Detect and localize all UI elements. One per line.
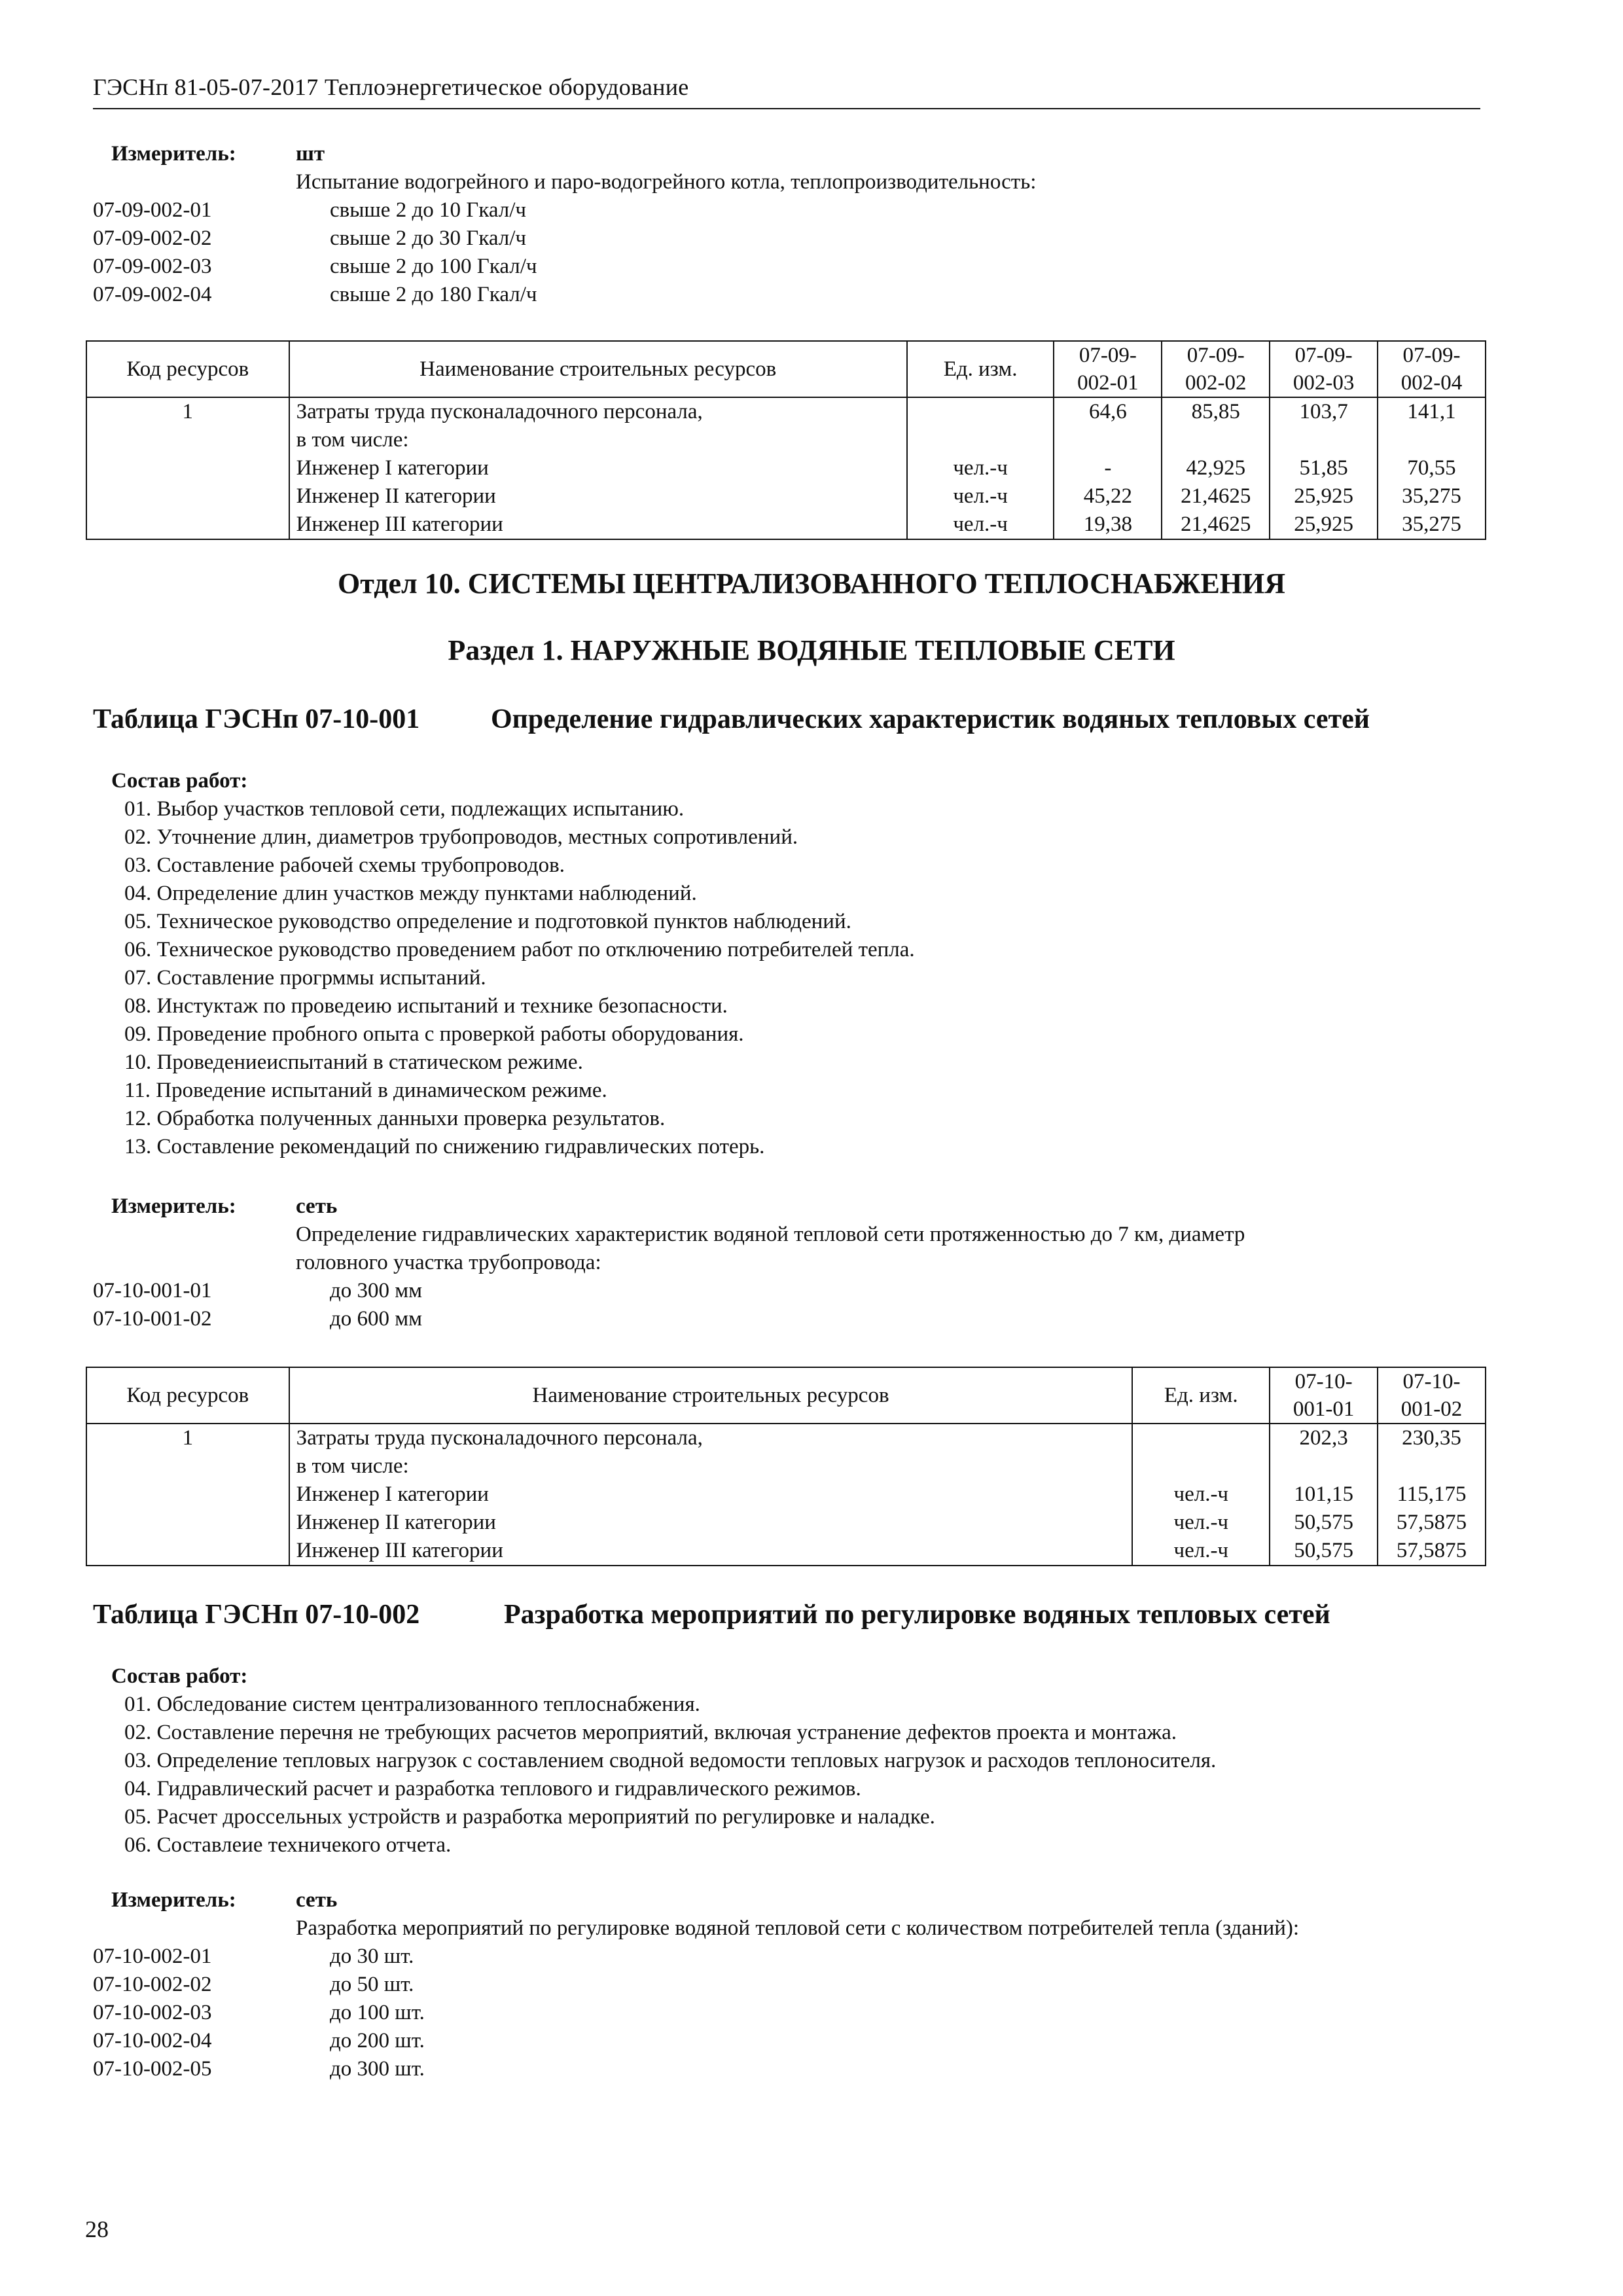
header-col: 07-09- 002-03 xyxy=(1270,341,1378,397)
header-col: 07-09- 002-02 xyxy=(1162,341,1270,397)
code-text: свыше 2 до 100 Гкал/ч xyxy=(330,255,537,278)
work-item: 05. Расчет дроссельных устройств и разработка мероприятий по регулировке и наладке. xyxy=(124,1805,935,1829)
table-title: Разработка мероприятий по регулировке водяных тепловых сетей xyxy=(504,1600,1330,1630)
code-list xyxy=(93,1943,211,2083)
work-item: 06. Составлеие техничекого отчета. xyxy=(124,1833,452,1857)
norm-description: Определение гидравлических характеристик водяной тепловой сети протяженностью до 7 км, диаметр xyxy=(296,1223,1245,1246)
header-col: 07-09- 002-01 xyxy=(1054,341,1162,397)
resource-units: чел.-ч чел.-ч чел.-ч xyxy=(1132,1424,1270,1566)
code-text: свыше 2 до 30 Гкал/ч xyxy=(330,226,527,250)
code-item: 07-10-002-02 xyxy=(93,1973,212,1996)
section-title: Раздел 1. НАРУЖНЫЕ ВОДЯНЫЕ ТЕПЛОВЫЕ СЕТИ xyxy=(448,634,1175,666)
code-text: до 50 шт. xyxy=(330,1973,414,1996)
resource-names: Затраты труда пусконаладочного персонала, в том числе: Инженер I категории Инженер II категории Инженер III категории xyxy=(289,397,907,539)
work-item: 10. Проведениеиспытаний в статическом режиме. xyxy=(124,1050,583,1074)
header-col: 07-10- 001-02 xyxy=(1378,1367,1486,1424)
code-text: до 30 шт. xyxy=(330,1945,414,1968)
work-item: 02. Составление перечня не требующих расчетов мероприятий, включая устранение дефектов проекта и монтажа. xyxy=(124,1721,1177,1744)
work-item: 04. Определение длин участков между пунктами наблюдений. xyxy=(124,882,697,905)
resource-units: чел.-ч чел.-ч чел.-ч xyxy=(907,397,1054,539)
code-item: 07-09-002-01 xyxy=(93,198,212,222)
work-item: 03. Определение тепловых нагрузок с составлением сводной ведомости тепловых нагрузок и расходов теплоносителя. xyxy=(124,1749,1217,1772)
work-item: 04. Гидравлический расчет и разработка теплового и гидравлического режимов. xyxy=(124,1777,861,1801)
code-text: до 100 шт. xyxy=(330,2001,425,2024)
work-item: 11. Проведение испытаний в динамическом режиме. xyxy=(124,1079,607,1102)
header-unit: Ед. изм. xyxy=(1132,1367,1270,1424)
work-item: 03. Составление рабочей схемы трубопроводов. xyxy=(124,853,565,877)
work-item: 12. Обработка полученных данныхи проверка результатов. xyxy=(124,1107,666,1130)
values-col-2: 85,85 42,925 21,4625 21,4625 xyxy=(1162,397,1270,539)
code-text: до 200 шт. xyxy=(330,2029,425,2053)
header-name: Наименование строительных ресурсов xyxy=(289,1367,1133,1424)
header-col: 07-09- 002-04 xyxy=(1378,341,1486,397)
running-header: ГЭСНп 81-05-07-2017 Теплоэнергетическое оборудование xyxy=(93,74,689,100)
header-name: Наименование строительных ресурсов xyxy=(289,341,907,397)
header-code: Код ресурсов xyxy=(86,341,289,397)
code-text-list xyxy=(330,1277,422,1333)
code-item: 07-10-002-03 xyxy=(93,2001,212,2024)
work-item: 02. Уточнение длин, диаметров трубопроводов, местных сопротивлений. xyxy=(124,825,798,849)
code-text: свыше 2 до 180 Гкал/ч xyxy=(330,283,537,306)
values-col-1: 202,3 101,15 50,575 50,575 xyxy=(1270,1424,1378,1566)
work-item: 13. Составление рекомендаций по снижению гидравлических потерь. xyxy=(124,1135,765,1158)
department-title: Отдел 10. СИСТЕМЫ ЦЕНТРАЛИЗОВАННОГО ТЕПЛОСНАБЖЕНИЯ xyxy=(337,567,1286,600)
works-label: Состав работ: xyxy=(111,769,248,793)
code-item: 07-10-002-04 xyxy=(93,2029,212,2053)
work-item: 01. Выбор участков тепловой сети, подлежащих испытанию. xyxy=(124,797,685,821)
work-item: 07. Составление прогрммы испытаний. xyxy=(124,966,486,990)
work-item: 09. Проведение пробного опыта с проверкой работы оборудования. xyxy=(124,1022,744,1046)
code-text-list xyxy=(330,196,537,309)
meter-unit: сеть xyxy=(296,1888,338,1912)
header-code: Код ресурсов xyxy=(86,1367,289,1424)
values-col-2: 230,35 115,175 57,5875 57,5875 xyxy=(1378,1424,1486,1566)
code-text: до 600 мм xyxy=(330,1307,423,1331)
code-item: 07-09-002-03 xyxy=(93,255,212,278)
table-number: Таблица ГЭСНп 07-10-001 xyxy=(93,704,420,734)
header-unit: Ед. изм. xyxy=(907,341,1054,397)
work-item: 05. Техническое руководство определение и подготовкой пунктов наблюдений. xyxy=(124,910,851,933)
resource-names: Затраты труда пусконаладочного персонала, в том числе: Инженер I категории Инженер II категории Инженер III категории xyxy=(289,1424,1133,1566)
meter-label: Измеритель: xyxy=(111,1888,236,1912)
works-label: Состав работ: xyxy=(111,1664,248,1688)
code-list xyxy=(93,1277,211,1333)
code-item: 07-10-002-01 xyxy=(93,1945,212,1968)
code-text: свыше 2 до 10 Гкал/ч xyxy=(330,198,527,222)
work-item: 08. Инстуктаж по проведеию испытаний и технике безопасности. xyxy=(124,994,728,1018)
norm-description: Разработка мероприятий по регулировке водяной тепловой сети с количеством потребителей тепла (зданий): xyxy=(296,1916,1300,1940)
code-text: до 300 шт. xyxy=(330,2057,425,2081)
norm-description: Испытание водогрейного и паро-водогрейного котла, теплопроизводительность: xyxy=(296,170,1037,194)
works-list xyxy=(124,795,915,1161)
code-item: 07-10-002-05 xyxy=(93,2057,212,2081)
code-text: до 300 мм xyxy=(330,1279,423,1302)
code-list xyxy=(93,196,211,309)
resource-code: 1 xyxy=(86,397,289,539)
work-item: 06. Техническое руководство проведением работ по отключению потребителей тепла. xyxy=(124,938,915,961)
code-item: 07-09-002-02 xyxy=(93,226,212,250)
code-text-list xyxy=(330,1943,425,2083)
meter-label: Измеритель: xyxy=(111,142,236,166)
table-number: Таблица ГЭСНп 07-10-002 xyxy=(93,1600,420,1630)
meter-unit: сеть xyxy=(296,1194,338,1218)
table-title: Определение гидравлических характеристик водяных тепловых сетей xyxy=(491,704,1370,734)
values-col-1: 64,6 - 45,22 19,38 xyxy=(1054,397,1162,539)
meter-unit: шт xyxy=(296,142,325,166)
code-item: 07-10-001-02 xyxy=(93,1307,212,1331)
meter-label: Измеритель: xyxy=(111,1194,236,1218)
values-col-4: 141,1 70,55 35,275 35,275 xyxy=(1378,397,1486,539)
resource-code: 1 xyxy=(86,1424,289,1566)
resources-table-07-10-001 xyxy=(86,1367,1486,1566)
header-col: 07-10- 001-01 xyxy=(1270,1367,1378,1424)
values-col-3: 103,7 51,85 25,925 25,925 xyxy=(1270,397,1378,539)
work-item: 01. Обследование систем централизованного теплоснабжения. xyxy=(124,1693,700,1716)
norm-description-cont: головного участка трубопровода: xyxy=(296,1251,601,1274)
code-item: 07-10-001-01 xyxy=(93,1279,212,1302)
works-list xyxy=(124,1691,1216,1859)
header-rule xyxy=(93,108,1480,109)
code-item: 07-09-002-04 xyxy=(93,283,212,306)
page-number: 28 xyxy=(85,2216,109,2242)
resources-table-07-09-002 xyxy=(86,340,1486,540)
